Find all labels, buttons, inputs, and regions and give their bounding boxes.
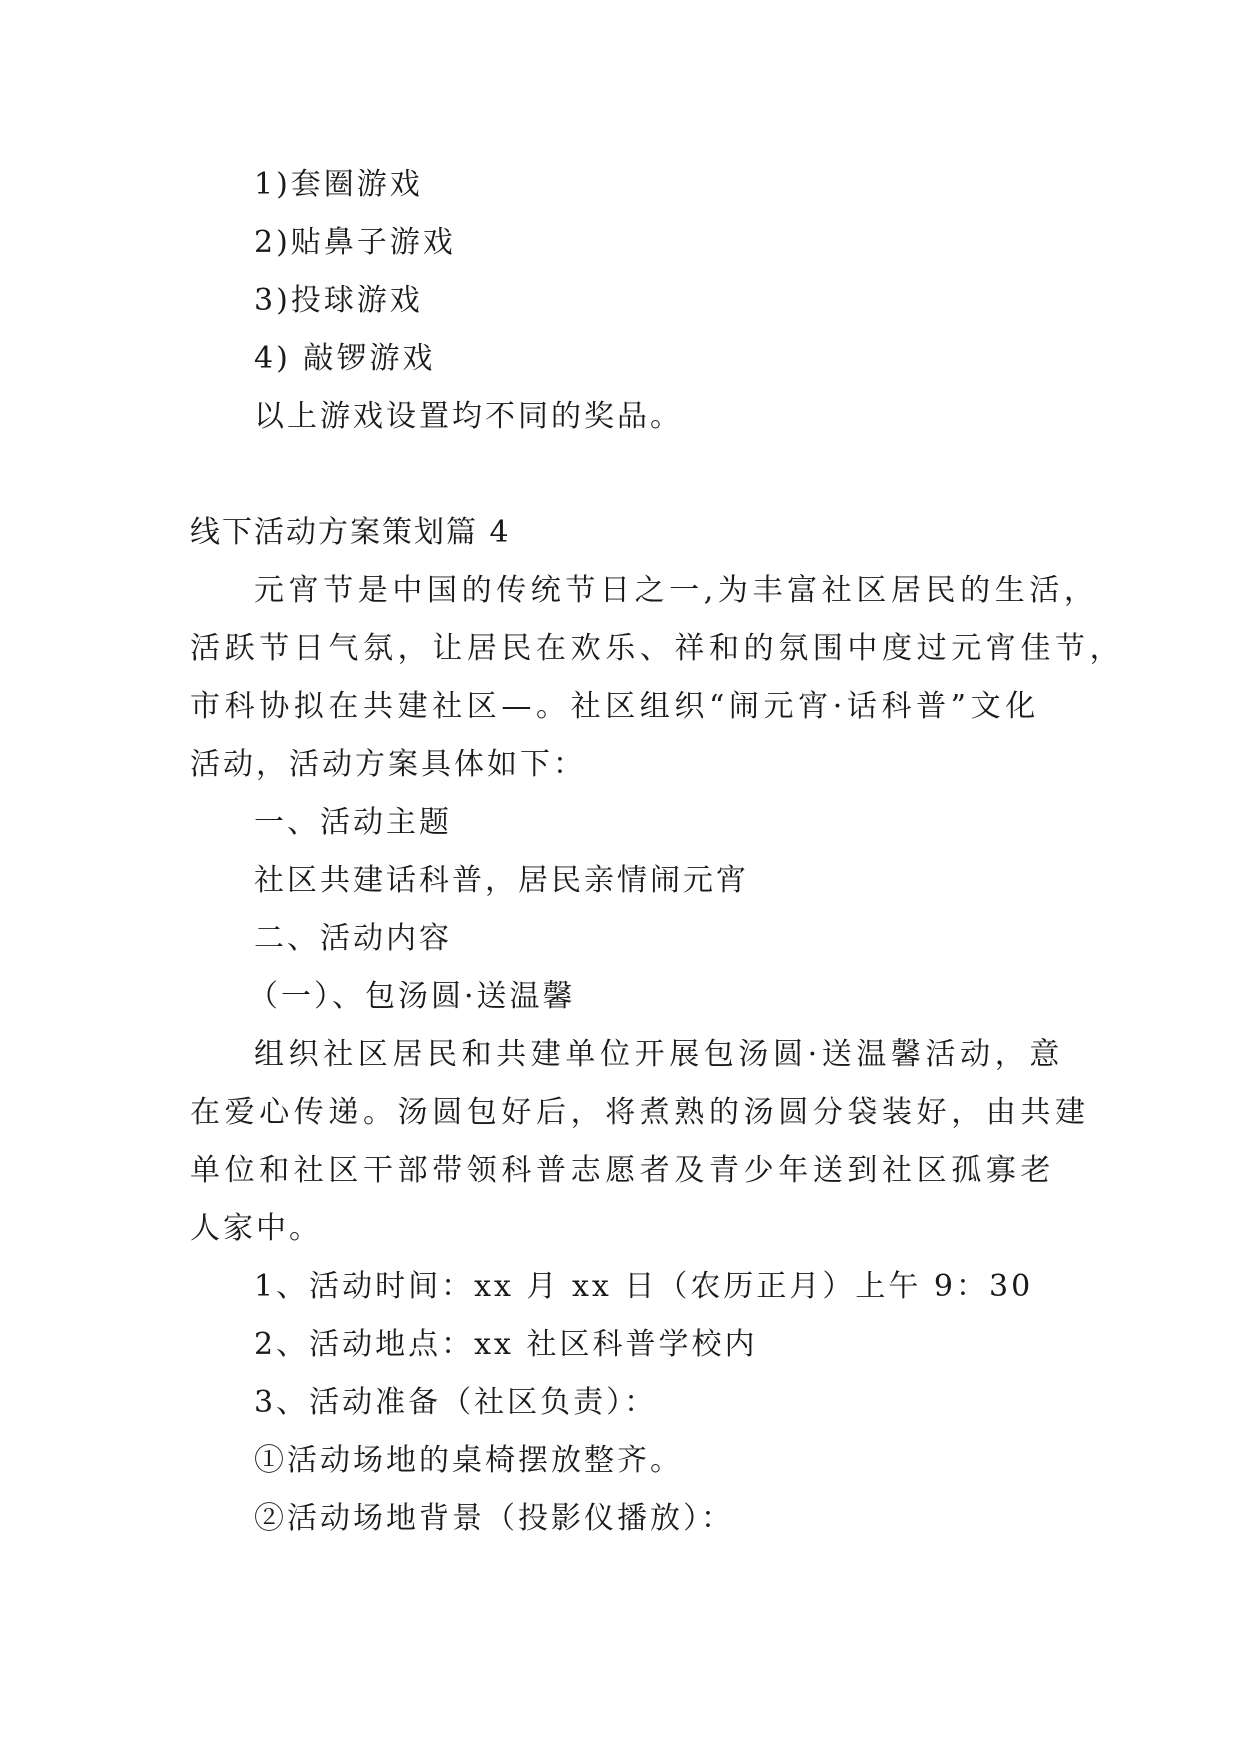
detail-location: 2、活动地点：xx 社区科普学校内 xyxy=(254,1327,758,1362)
list-item: 2)贴鼻子游戏 xyxy=(254,225,456,260)
detail-preparation: 3、活动准备（社区负责）： xyxy=(254,1385,658,1420)
list-item: 1)套圈游戏 xyxy=(254,167,423,202)
paragraph-line: 人家中。 xyxy=(190,1211,322,1246)
content-heading: 二、活动内容 xyxy=(254,921,452,956)
paragraph-line: 活跃节日气氛，让居民在欢乐、祥和的氛围中度过元宵佳节， xyxy=(190,631,1125,666)
prize-note: 以上游戏设置均不同的奖品。 xyxy=(254,399,683,434)
paragraph-line: 组织社区居民和共建单位开展包汤圆·送温馨活动，意 xyxy=(254,1037,1064,1072)
list-item: 3)投球游戏 xyxy=(254,283,423,318)
sub-heading: （一）、包汤圆·送温馨 xyxy=(248,979,576,1014)
section-title: 线下活动方案策划篇 4 xyxy=(190,515,511,550)
detail-time: 1、活动时间：xx 月 xx 日（农历正月）上午 9：30 xyxy=(254,1269,1034,1304)
theme-text: 社区共建话科普，居民亲情闹元宵 xyxy=(254,863,749,898)
detail-item: ①活动场地的桌椅摆放整齐。 xyxy=(254,1443,683,1478)
paragraph-line: 活动，活动方案具体如下： xyxy=(190,747,586,782)
theme-heading: 一、活动主题 xyxy=(254,805,452,840)
paragraph-line: 单位和社区干部带领科普志愿者及青少年送到社区孤寡老 xyxy=(190,1153,1055,1188)
paragraph-line: 在爱心传递。汤圆包好后，将煮熟的汤圆分袋装好，由共建 xyxy=(190,1095,1090,1130)
paragraph-line: 元宵节是中国的传统节日之一,为丰富社区居民的生活， xyxy=(254,573,1099,608)
detail-item: ②活动场地背景（投影仪播放）： xyxy=(254,1501,734,1536)
list-item: 4) 敲锣游戏 xyxy=(254,341,436,376)
paragraph-line: 市科协拟在共建社区—。社区组织“闹元宵·话科普”文化 xyxy=(190,689,1040,724)
